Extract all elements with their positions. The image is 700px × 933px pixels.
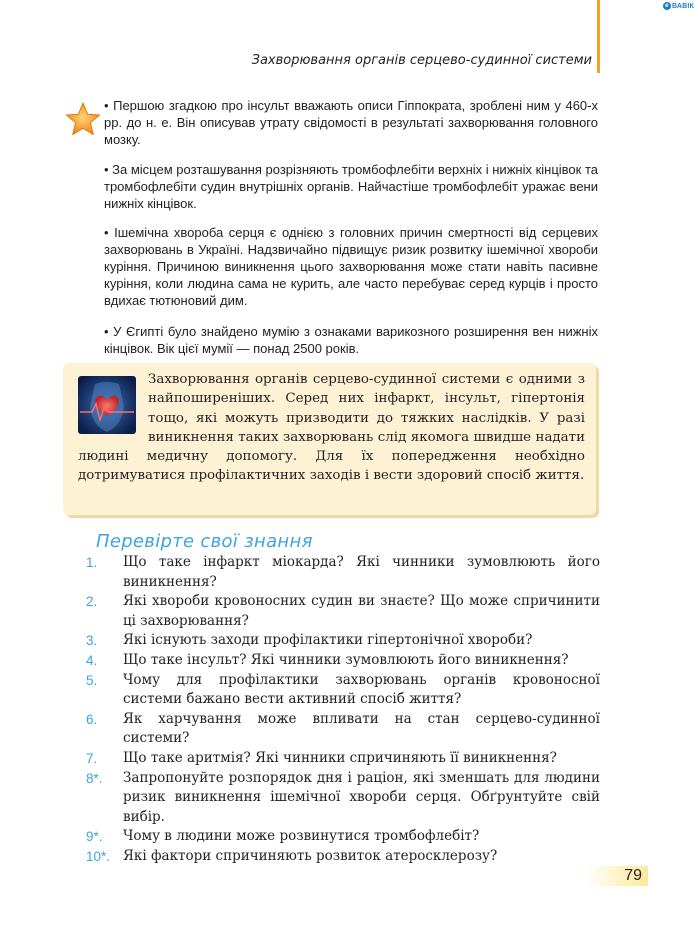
question-item xyxy=(86,671,600,710)
fact-thrombophlebitis: • За місцем розташування розрізняють тромбофлебіти верхніх і нижніх кінцівок та тромбофлебіти судин внутрішніх органів. Найчастіше тромбофлебіт уражає вени нижніх кінцівок. xyxy=(104,162,598,211)
summary-box xyxy=(63,363,596,515)
star-icon xyxy=(63,100,103,140)
check-knowledge-title: Перевірте свої знання xyxy=(96,531,313,552)
question-number: 8*. xyxy=(86,770,103,786)
question-number: 4. xyxy=(86,652,98,668)
question-item xyxy=(86,631,600,651)
question-number: 10*. xyxy=(86,848,111,864)
question-text: Що таке аритмія? Які чинники спричиняють її виникнення? xyxy=(123,749,557,766)
summary-paragraph: Захворювання органів серцево-судинної системи є одними з найпоширеніших. Серед них інфаркт, інсульт, гіпертонія тощо, які можуть призводити до тяжких наслідків. У разі виникнення таких захворювань слід якомога швидше надати людині медичну допомогу. Для їх попередження необхідно дотримуватися профілактичних заходів і вести здоровий спосіб життя. xyxy=(78,372,585,484)
question-text: Які фактори спричиняють розвиток атеросклерозу? xyxy=(123,847,498,864)
fact-ischemic-disease: • Ішемічна хвороба серця є однією з головних причин смертності від серцевих захворювань в Україні. Надзвичайно підвищує ризик розвитку ішемічної хвороби куріння. Причиною виникнення цього захворювання може стати навіть пасивне куріння, коли людина сама не курить, але часто перебуває серед курців і просто вдихає тютюновий дим. xyxy=(104,225,598,308)
logo-mark: е xyxy=(663,2,671,10)
question-text: Запропонуйте розпорядок дня і раціон, які зменшать для людини ризик виникнення ішемічної хвороби серця. Обґрунтуйте свій вибір. xyxy=(123,769,600,825)
question-number: 6. xyxy=(86,711,98,727)
question-text: Що таке інфаркт міокарда? Які чинники зумовлюють його виникнення? xyxy=(123,554,600,590)
question-number: 9*. xyxy=(86,829,103,845)
fact-hippocrates: • Першою згадкою про інсульт вважають описи Гіппократа, зроблені ним у 460-х рр. до н. е. Він описував утрату свідомості в результаті захворювання головного мозку. xyxy=(104,98,598,147)
question-item xyxy=(86,592,600,631)
question-item xyxy=(86,651,600,671)
question-number: 3. xyxy=(86,633,98,649)
question-item xyxy=(86,847,600,867)
logo-text: ВАВІК xyxy=(671,2,694,10)
question-number: 5. xyxy=(86,672,98,688)
question-item xyxy=(86,769,600,828)
publisher-logo xyxy=(663,2,694,10)
questions-list xyxy=(86,553,600,867)
fact-egypt-mummy: • У Єгипті було знайдено мумію з ознаками варикозного розширення вен нижніх кінцівок. Вік цієї мумії — понад 2500 років. xyxy=(104,324,598,356)
question-text: Що таке інсульт? Які чинники зумовлюють його виникнення? xyxy=(123,651,569,668)
question-number: 7. xyxy=(86,750,98,766)
question-number: 2. xyxy=(86,594,98,610)
orange-margin-rule xyxy=(597,0,600,73)
question-number: 1. xyxy=(86,555,98,570)
summary-text xyxy=(78,370,585,486)
page-number-box xyxy=(586,866,648,886)
question-text: Як харчування може впливати на стан серцево-судинної системи? xyxy=(123,710,600,747)
facts-section xyxy=(104,97,598,370)
question-text: Які хвороби кровоносних судин ви знаєте? Що може спричинити ці захворювання? xyxy=(123,593,600,629)
question-text: Чому для профілактики захворювань органів кровоносної системи бажано вести активний спосіб життя? xyxy=(123,671,600,708)
page-number: 79 xyxy=(624,867,642,884)
question-text: Чому в людини може розвинутися тромбофлебіт? xyxy=(123,828,480,845)
question-item xyxy=(86,749,600,769)
running-header: Захворювання органів серцево-судинної системи xyxy=(251,53,592,68)
question-item xyxy=(86,710,600,749)
image-float-space xyxy=(78,370,148,442)
question-item xyxy=(86,827,600,847)
question-item xyxy=(86,553,600,592)
question-text: Які існують заходи профілактики гіпертонічної хвороби? xyxy=(123,632,533,649)
